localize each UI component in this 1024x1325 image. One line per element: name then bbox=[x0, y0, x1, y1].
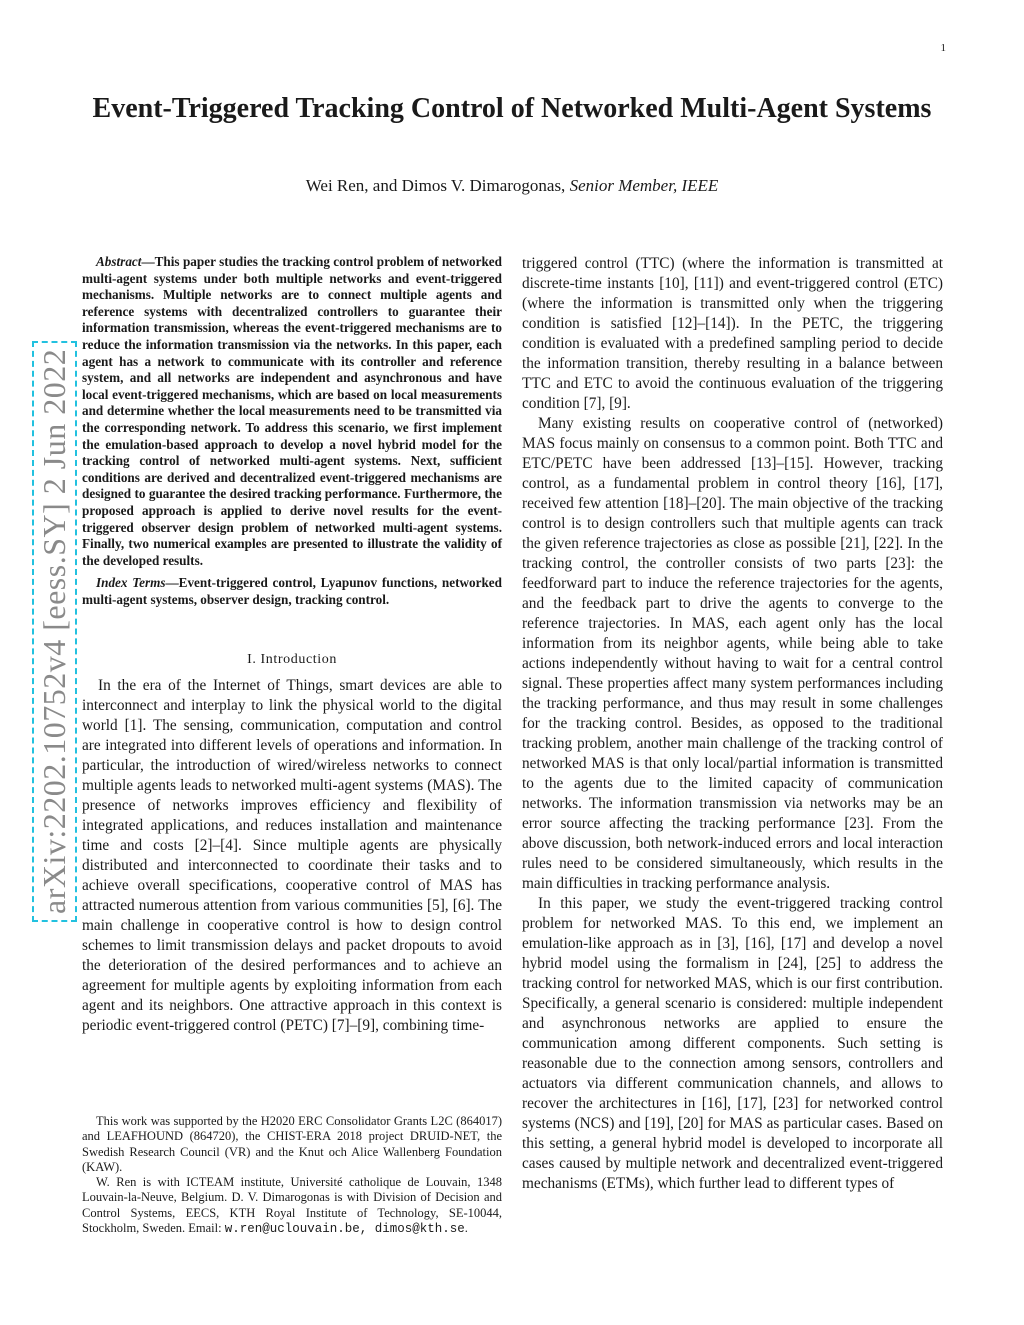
section-heading: I. Introduction bbox=[247, 652, 337, 668]
footnotes bbox=[82, 1114, 502, 1237]
intro-paragraph-1-continued: triggered control (TTC) (where the information is transmitted at discrete-time instants [10], [11]) and event-triggered control (ETC) (where the information is transmitted only when the triggering condition is satisfied [12]–[14]). In the PETC, the triggering condition is evaluated with a predefined sampling period to decide the information transition, thereby resulting in a balance between TTC and ETC to avoid the continuous evaluation of the triggering condition [7], [9]. bbox=[522, 255, 943, 412]
abstract bbox=[82, 254, 502, 569]
intro-paragraph-1: In the era of the Internet of Things, smart devices are able to interconnect and interplay to link the physical world to the digital world [1]. The sensing, communication, computation and control are integrated into different levels of operations and information. In particular, the introduction of wired/wireless networks to connect multiple agents leads to networked multi-agent systems (MAS). The presence of networks improves efficiency and flexibility of integrated applications, and reduces installation and maintenance time and costs [2]–[4]. Since multiple agents are physically distributed and interconnected to coordinate their tasks and to achieve overall specifications, cooperative control of MAS has attracted numerous attention from various communities [5], [6]. The main challenge in cooperative control is how to design control schemes to limit transmission delays and packet dropouts to avoid the deterioration of the desired performances and to achieve an agreement for multiple agents by exploiting information from each agent and its neighbors. One attractive approach in this context is periodic event-triggered control (PETC) [7]–[9], combining time- bbox=[82, 677, 502, 1035]
index-terms bbox=[82, 575, 502, 608]
index-terms-text: —Event-triggered control, Lyapunov functions, networked multi-agent systems, observer design, tracking control. bbox=[82, 575, 502, 607]
right-column bbox=[522, 254, 943, 1194]
funding-footnote: This work was supported by the H2020 ERC Consolidator Grants L2C (864017) and LEAFHOUND (864720), the CHIST-ERA 2018 project DRUID-NET, the Swedish Research Council (VR) and the Knut och Alice Wallenberg Foundation (KAW). bbox=[82, 1114, 502, 1174]
author-line bbox=[80, 176, 944, 196]
intro-paragraph-2: Many existing results on cooperative control of (networked) MAS focus mainly on consensus to a common point. Both TTC and ETC/PETC have been addressed [13]–[15]. However, tracking control, as a fundamental problem in control theory [16], [17], received few attention [18]–[20]. The main objective of the tracking control is to design controllers such that multiple agents can track the given reference trajectories as close as possible [21], [22]. In the tracking control, the controller consists of two parts [23]: the feedforward part to induce the reference trajectories for the agents, and the feedback part to drive the agents to converge to the reference trajectories. In MAS, each agent only has the local information from its neighbor agents, while being able to take actions independently without having to wait for a central control signal. These properties affect many system performances including the tracking performance, and thus may result in some challenges for the tracking control. Besides, as opposed to the traditional tracking problem, another main challenge of the tracking control of networked MAS is that only local/partial information is transmitted to the agents due to the limited capacity of communication networks. The information transmission via networks may be an error source affecting the tracking performance [23]. From the above discussion, both network-induced errors and local interaction rules need to be considered simultaneously, which results in the main difficulties in tracking performance analysis. bbox=[522, 415, 943, 892]
page-number: 1 bbox=[940, 42, 946, 54]
affiliation-footnote: W. Ren is with ICTEAM institute, Université catholique de Louvain, 1348 Louvain-la-Neuve, Belgium. D. V. Dimarogonas is with Division of Decision and Control Systems, EECS, KTH Royal Institute of Technology, SE-10044, Stockholm, Sweden. Email: w.ren@uclouvain.be, dimos@kth.se. bbox=[82, 1175, 502, 1237]
index-terms-lead: Index Terms bbox=[96, 575, 166, 591]
author-membership: Senior Member, IEEE bbox=[569, 176, 719, 195]
abstract-lead: Abstract bbox=[96, 254, 142, 269]
affiliation-text: W. Ren is with ICTEAM institute, Université catholique de Louvain, 1348 Louvain-la-Neuve, Belgium. D. V. Dimarogonas is with Division of Decision and Control Systems, EECS, KTH Royal Institute of Technology, SE-10044, Stockholm, Sweden. Email: bbox=[82, 1175, 502, 1236]
email-addresses[interactable]: w.ren@uclouvain.be, dimos@kth.se bbox=[224, 1222, 465, 1237]
paper-title: Event-Triggered Tracking Control of Networked Multi-Agent Systems bbox=[92, 93, 932, 124]
arxiv-stamp[interactable]: arXiv:2202.10752v4 [eess.SY] 2 Jun 2022 bbox=[36, 345, 73, 918]
intro-paragraph-3: In this paper, we study the event-triggered tracking control problem for networked MAS. To this end, we implement an emulation-like approach as in [3], [16], [17] and develop a novel hybrid model using the formalism in [24], [25] to address the tracking control for networked MAS, which is our first contribution. Specifically, a general scenario is considered: multiple independent and asynchronous networks are applied to ensure the communication among different components. Such setting is reasonable due to the connection among sensors, controllers and actuators via different communication channels, and allows to recover the architectures in [16], [17], [23] for networked control systems (NCS) and [19], [20] for MAS as particular cases. Based on this setting, a general hybrid model is developed to incorporate all cases caused by multiple network and decentralized event-triggered mechanisms (ETMs), which further lead to different types of bbox=[522, 895, 943, 1192]
authors: Wei Ren, and Dimos V. Dimarogonas, bbox=[305, 176, 566, 195]
abstract-text: —This paper studies the tracking control problem of networked multi-agent systems under both multiple networks and event-triggered mechanisms. Multiple networks are to connect multiple agents and reference systems with decentralized controllers to guarantee their information transmission, whereas the event-triggered mechanisms are to reduce the information transmission via the networks. In this paper, each agent has a network to communicate with its controller and reference system, and all networks are independent and asynchronous and have local event-triggered mechanisms, which are based on local measurements and determine whether the local measurements need to be transmitted via the corresponding network. To address this scenario, we first implement the emulation-based approach to develop a novel hybrid model for the tracking control of networked multi-agent systems. Next, sufficient conditions are derived and decentralized event-triggered mechanisms are designed to guarantee the desired tracking performance. Furthermore, the proposed approach is applied to derive novel results for the event-triggered observer design problem of networked multi-agent systems. Finally, two numerical examples are presented to illustrate the validity of the developed results. bbox=[82, 254, 502, 568]
left-column bbox=[82, 254, 502, 1036]
